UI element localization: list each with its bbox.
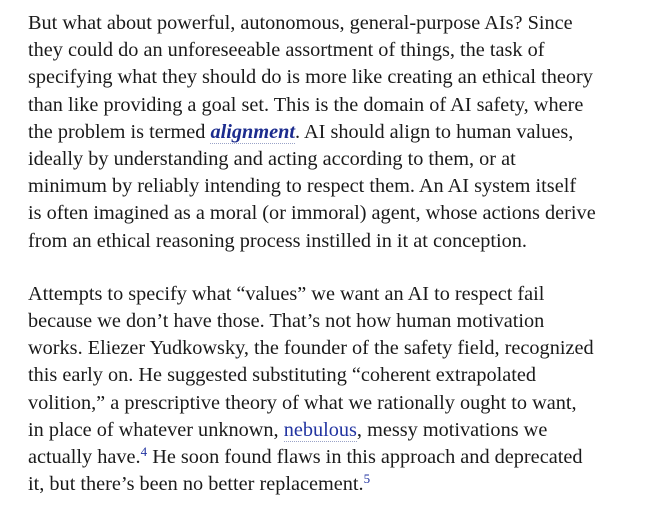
text-line-nebulous — [28, 417, 664, 444]
text-segment: , messy motivations we — [356, 418, 548, 441]
alignment-link[interactable]: alignment — [210, 120, 296, 143]
text-line: ideally by understanding and acting according to them, or at — [28, 148, 516, 171]
text-segment: . AI should align to human values, — [295, 120, 574, 143]
text-segment: it, but there’s been no better replacement. — [28, 473, 364, 496]
text-line: is often imagined as a moral (or immoral) agent, whose actions derive — [28, 202, 596, 225]
nebulous-link[interactable]: nebulous — [283, 418, 357, 441]
text-line: minimum by reliably intending to respect them. An AI system itself — [28, 175, 577, 198]
footnote-5-link[interactable]: 5 — [363, 471, 371, 487]
text-segment: in place of whatever unknown, — [28, 418, 284, 441]
paragraph-values — [28, 281, 664, 499]
text-line: from an ethical reasoning process instilled in it at conception. — [28, 229, 527, 252]
text-line: Attempts to specify what “values” we want an AI to respect fail — [28, 282, 545, 305]
footnote-4-link[interactable]: 4 — [140, 444, 148, 460]
text-line: works. Eliezer Yudkowsky, the founder of the safety field, recognized — [28, 337, 594, 360]
text-line: But what about powerful, autonomous, general-purpose AIs? Since — [28, 12, 573, 34]
text-segment: He soon found flaws in this approach and deprecated — [147, 446, 583, 469]
text-line: volition,” a prescriptive theory of what we rationally ought to want, — [28, 391, 577, 414]
text-segment: actually have. — [28, 446, 141, 469]
text-line: specifying what they should do is more like creating an ethical theory — [28, 66, 593, 89]
text-line-footnote-5 — [28, 471, 664, 498]
text-line: than like providing a goal set. This is the domain of AI safety, where — [28, 93, 584, 116]
text-line: because we don’t have those. That’s not how human motivation — [28, 310, 545, 333]
text-line: this early on. He suggested substituting “coherent extrapolated — [28, 364, 537, 387]
text-line-alignment — [28, 119, 664, 146]
paragraph-ai-safety — [28, 10, 664, 255]
text-segment: the problem is termed — [28, 120, 211, 143]
text-line-footnote-4 — [28, 444, 664, 471]
text-line: they could do an unforeseeable assortment of things, the task of — [28, 39, 545, 62]
